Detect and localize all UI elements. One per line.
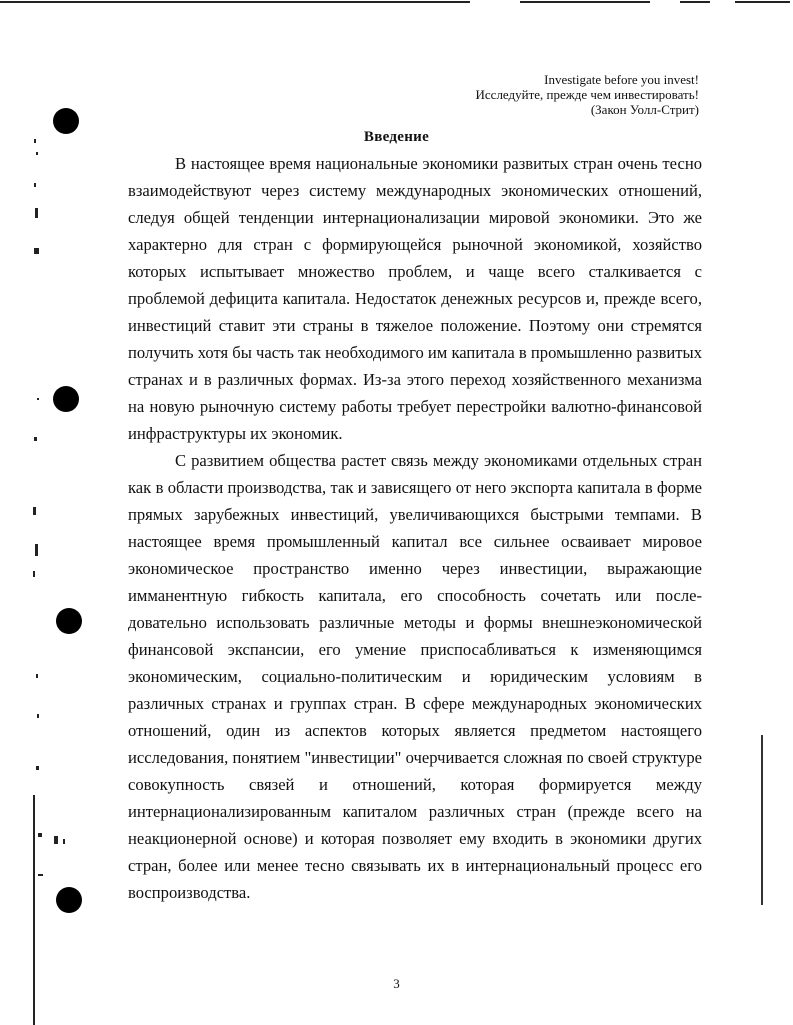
paragraph: В настоящее время национальные экономики развитых стран очень тесно взаимодействуют через систему международных экономических отношений, следуя общей тенденции интернационализации мировой экономики. Это же характерно для стран с формирующейся рыночной экономикой, хозяйство которых испытывает множество проблем, и чаще всего сталкивается с проблемой дефицита капитала. Недостаток денежных ресурсов и, прежде всего, инвестиций ставит эти страны в тяжелое положение. Поэтому они стремятся получить хотя бы часть так необходимого им капитала в промышленно развитых странах и в различных формах. Из-за этого переход хозяйственного механизма на новую рыночную систему работы требует перестройки валютно-финансовой инфраструктуры их экономик. xyxy=(128,154,702,443)
left-edge-mark xyxy=(37,398,39,400)
top-scan-rule-segment xyxy=(520,1,650,3)
punch-hole xyxy=(56,608,82,634)
top-scan-rule-segment xyxy=(0,1,470,3)
top-scan-rule-segment xyxy=(680,1,710,3)
left-edge-mark xyxy=(34,437,37,441)
epigraph-russian: Исследуйте, прежде чем инвестировать! xyxy=(475,87,699,102)
punch-hole xyxy=(53,386,79,412)
left-edge-mark xyxy=(54,836,58,844)
epigraph-source: (Закон Уолл-Стрит) xyxy=(590,102,699,117)
left-edge-mark xyxy=(38,833,42,837)
left-edge-mark xyxy=(33,571,35,577)
left-edge-mark xyxy=(35,208,38,218)
left-edge-mark xyxy=(37,714,39,718)
epigraph-english: Investigate before you invest! xyxy=(544,72,699,87)
right-scan-line xyxy=(761,735,763,905)
punch-hole xyxy=(56,887,82,913)
left-edge-mark xyxy=(36,152,38,155)
left-edge-mark xyxy=(38,874,43,876)
left-edge-mark xyxy=(36,766,39,770)
left-edge-mark xyxy=(34,183,36,187)
epigraph xyxy=(476,72,699,117)
left-edge-mark xyxy=(33,507,36,515)
top-scan-rule xyxy=(0,0,793,5)
left-edge-mark xyxy=(34,248,39,254)
left-edge-mark xyxy=(63,839,65,844)
section-heading: Введение xyxy=(363,129,430,145)
paragraph: С развитием общества растет связь между экономиками отдельных стран как в области производства, так и зависящего от него экспорта капитала в форме прямых зарубежных инвестиций, увеличивающихся быстрыми темпами. В настоящее время промышленный капитал все сильнее осваивает мировое экономическое пространство именно через инвестиции, выражающие имманентную гибкость капитала, его способность сочетать или последовательно использовать различные методы и формы внешнеэкономической финансовой экспансии, его умение приспосабливаться к изменяющимся экономическим, социально-политическим и юридическим условиям в различных странах и группах стран. В сфере международных экономических отношений, один из аспектов которых является предметом настоящего исследования, понятием "инвестиции" очерчивается сложная по своей структуре совокупность связей и отношений, которая формируется между интернационализированным капиталом различных стран (прежде всего на неакционерной основе) и которая позволяет ему входить в экономики других стран, более или менее тесно связывать их в интернациональный процесс его воспроизводства. xyxy=(128,451,702,902)
left-edge-mark xyxy=(36,674,38,678)
body-text xyxy=(128,150,702,906)
page-number: 3 xyxy=(393,976,400,991)
left-edge-mark xyxy=(35,544,38,556)
top-scan-rule-segment xyxy=(735,1,790,3)
